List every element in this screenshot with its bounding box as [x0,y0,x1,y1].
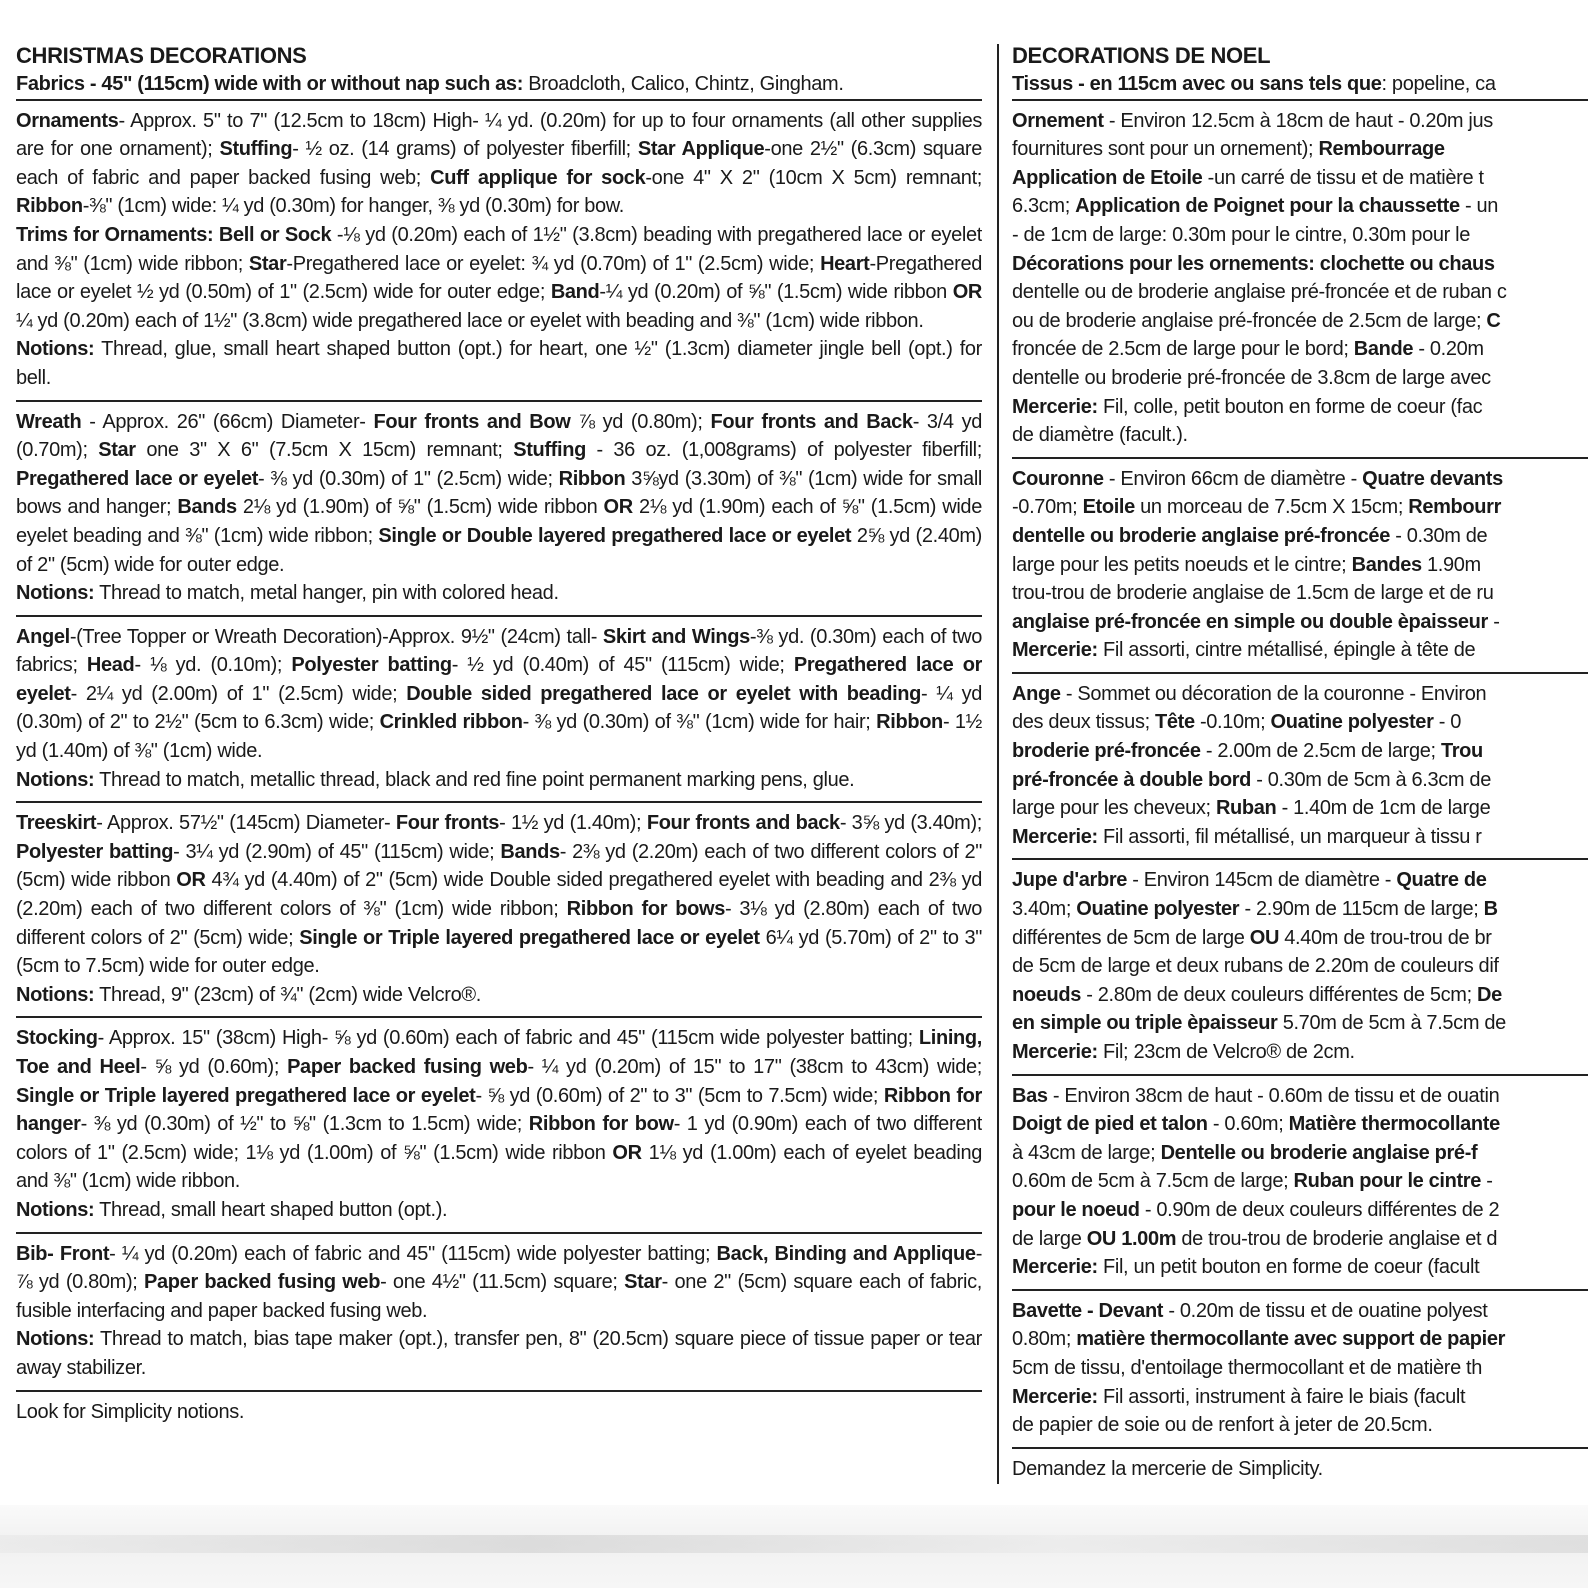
body-text: -⅜ yd. (0.30m) each of two fabrics; [16,625,982,677]
bold-label: Treeskirt [16,812,97,835]
body-text: - 1½ yd (1.40m) of ⅜" (1cm) wide. [16,711,982,763]
paragraph-line [1012,866,1588,895]
bold-label: Paper backed fusing web [144,1271,381,1294]
bold-label: Dentelle ou broderie anglaise pré-f [1160,1141,1478,1164]
bold-label: Skirt and Wings [602,625,750,648]
bold-label: Notions: [16,983,95,1006]
bold-label: Pregathered lace or eyelet [16,654,982,705]
body-text: -⅛ yd (0.20m) each of 1½" (3.8cm) beading with pregathered lace or eyelet and ⅜" (1cm) wide ribbon; [16,223,982,275]
envelope-fold-edge [0,1505,1588,1588]
body-text: fournitures sont pour un ornement); [1012,138,1319,161]
paragraph-line [16,1325,982,1382]
bold-label: Tête [1155,711,1195,734]
bold-label: Back, Binding and Applique [716,1242,976,1265]
body-text: de large [1012,1227,1087,1250]
body-text: -0.70m; [1012,496,1083,519]
bold-label: Mercerie: [1012,639,1098,662]
body-text: des deux tissus; [1012,711,1156,734]
body-text: - ¼ yd (0.20m) of 15" to 17" (38cm to 43cm) wide; [527,1056,982,1078]
body-text: - ½ oz. (14 grams) of polyester fiberfill; [292,138,638,161]
section-treeskirt [16,801,982,1016]
body-text: large pour les petits noeuds et le cintre; [1012,553,1352,576]
body-text: - ⅜ yd (0.30m) of ⅜" (1cm) wide for hair; [522,711,877,734]
body-text: de 5cm de large et deux rubans de 2.20m de couleurs dif [1012,955,1499,978]
body-text: - 3/4 yd (0.70m); [16,410,982,462]
bold-label: Mercerie: [1012,395,1098,418]
body-text: - 0 [1433,711,1462,734]
bold-label: C [1486,309,1501,332]
body-text: ou de broderie anglaise pré-froncée de 2.5cm de large; [1012,309,1487,332]
body-text: 1⅛ yd (1.00m) each of eyelet beading and ⅜" (1cm) wide ribbon. [16,1141,982,1193]
bold-label: Ornement [1012,109,1104,132]
body-text: 3.40m; [1012,898,1077,921]
paragraph-line [1012,1167,1588,1196]
bold-label: OU [1249,926,1280,949]
paragraph-line [16,1240,982,1326]
paragraph-line [16,107,982,221]
body-text: - one 4½" (11.5cm) square; [380,1271,625,1294]
body-text: froncée de 2.5cm de large pour le bord; [1012,338,1354,361]
section-stocking [16,1016,982,1231]
body-text: Fil assorti, cintre métallisé, épingle à tête de [1097,639,1476,662]
body-text: - 2⅜ yd (2.20m) each of two different colors of 2" (5cm) wide ribbon [16,840,982,892]
body-text: Thread, small heart shaped button (opt.). [94,1198,448,1221]
bold-label: Paper backed fusing web [287,1056,528,1078]
paragraph-line [1012,135,1588,164]
body-text: de papier de soie ou de renfort à jeter de 20.5cm. [1012,1414,1433,1437]
body-text: 5cm de tissu, d'entoilage thermocollant et de matière th [1012,1356,1483,1379]
bold-label: Bas [1012,1084,1048,1107]
bold-label: Matière thermocollante [1288,1113,1500,1136]
paragraph-line [1012,579,1588,608]
body-text: - 1½ yd (1.40m); [499,812,647,835]
bold-label: Application de Poignet pour la chaussette [1075,195,1460,218]
french-column [1012,42,1588,1482]
bold-label: matière thermocollante avec support de papier [1076,1328,1506,1351]
paragraph-line [1012,1110,1588,1139]
body-text: -0.10m; [1194,711,1271,734]
section-bib [16,1232,982,1390]
paragraph-line [16,623,982,766]
paragraph-line [16,221,982,335]
bold-label: Mercerie: [1012,1385,1098,1408]
body-text: - 3⅝ yd (3.40m); [839,812,982,835]
bold-label: Polyester batting [16,840,174,863]
body-text: 0.80m; [1012,1328,1077,1351]
section-bavette [1012,1289,1588,1447]
bold-label: Wreath [16,410,82,433]
paragraph-line [1012,421,1588,450]
paragraph-line [1012,1411,1588,1440]
bold-label: Pregathered lace or eyelet [16,467,259,490]
bold-label: Single or Triple layered pregathered lace or eyelet [16,1084,476,1107]
bold-label: broderie pré-froncée [1012,740,1201,763]
bold-label: Single or Double layered pregathered lace or eyelet [378,524,852,547]
body-text: - ⅛ yd. (0.10m); [134,654,292,677]
section-ornaments [16,99,982,400]
bold-label: Ribbon for hanger [16,1084,982,1136]
body-text: -¼ yd (0.20m) of ⅝" (1.5cm) wide ribbon [599,281,953,304]
body-text: de diamètre (facult.). [1012,424,1188,447]
body-text: 4¾ yd (4.40m) of 2" (5cm) wide Double sided pregathered eyelet with beading and 2⅜ yd (2.20m) each of two different colors of ⅜" (1cm) wide ribbon; [16,869,982,921]
paragraph-line [16,1024,982,1196]
bold-label: Bib- Front [16,1242,110,1265]
paragraph-line [1012,364,1588,393]
body-text: 0.60m de 5cm à 7.5cm de large; [1012,1170,1294,1193]
body-text: - ⅝ yd (0.60m) of 2" to 3" (5cm to 7.5cm) wide; [475,1084,884,1107]
bold-label: Notions: [16,768,95,791]
bold-label: Star [624,1271,662,1294]
body-text: - 0.20m [1413,338,1484,361]
body-text: - 0.20m de tissu et de ouatine polyest [1163,1299,1488,1322]
bold-label: Stuffing [219,138,293,161]
body-text: - de 1cm de large: 0.30m pour le cintre, 0.30m pour le [1012,223,1471,246]
paragraph-line [1012,608,1588,637]
bold-label: OR [612,1141,642,1164]
body-text: Fil; 23cm de Velcro® de 2cm. [1097,1041,1355,1063]
paragraph-line [1012,823,1588,852]
bold-label: Single or Triple layered pregathered lace or eyelet [299,926,760,949]
bold-label: Bands [500,840,560,863]
paragraph-line [1012,794,1588,823]
bold-label: Application de Etoile [1012,166,1203,189]
body-text: - 2¼ yd (2.00m) of 1" (2.5cm) wide; [70,682,407,705]
bold-label: Rembourr [1408,496,1502,519]
bold-label: OR [176,869,206,892]
bold-label: Crinkled ribbon [379,711,523,734]
bold-label: Heart [820,252,870,275]
body-text: - un [1459,195,1499,218]
body-text: 1.90m [1421,553,1481,576]
body-text: 3⅝yd (3.30m) of ⅜" (1cm) wide for small bows and hanger; [16,467,982,519]
body-text: Thread to match, metal hanger, pin with colored head. [94,582,559,605]
body-text: Fil assorti, instrument à faire le biais (facult [1097,1385,1466,1408]
paragraph-line [1012,307,1588,336]
body-text: Thread, glue, small heart shaped button (opt.) for heart, one ½" (1.3cm) diameter jingle bell (opt.) for bell. [16,338,982,389]
paragraph-line [1012,895,1588,924]
bold-label: Couronne [1012,467,1104,490]
bold-label: Ouatine polyester [1076,898,1240,921]
body-text: -one 4" X 2" (10cm X 5cm) remnant; [645,166,982,189]
bold-label: Bandes [1351,553,1422,576]
body-text: 6¼ yd (5.70m) of 2" to 3" (5cm to 7.5cm) wide for outer edge. [16,926,982,978]
section-bas [1012,1074,1588,1289]
body-text: - Approx. 26" (66cm) Diameter- [81,410,374,433]
bold-label: Head [86,654,135,677]
body-text: - 1 yd (0.90m) each of two different colors of 1" (2.5cm) wide; 1⅛ yd (1.00m) of ⅝" (1.5cm) wide ribbon [16,1113,982,1164]
section-ornement [1012,99,1588,457]
body-text: - 2.00m de 2.5cm de large; [1200,740,1441,763]
body-text: Thread to match, bias tape maker (opt.), transfer pen, 8" (20.5cm) square piece of tissue paper or tear away stabilizer. [16,1328,982,1379]
english-fabrics: Fabrics - 45" (115cm) wide with or without nap such as: Broadcloth, Calico, Chintz, Gingham. [16,73,844,95]
body-text: 5.70m de 5cm à 7.5cm de [1277,1012,1506,1035]
paragraph-line [1012,278,1588,307]
bold-label: Ornaments [16,109,119,132]
bold-label: Trou [1440,740,1483,763]
paragraph-line [1012,924,1588,953]
bold-label: Décorations pour les ornements: clochette ou chaus [1012,252,1495,275]
paragraph-line [1012,192,1588,221]
bold-label: OR [603,496,633,519]
bold-label: pour le noeud [1012,1198,1140,1221]
english-column [16,42,982,1482]
paragraph-line [1012,522,1588,551]
body-text: -(Tree Topper or Wreath Decoration)-Approx. 9½" (24cm) tall- [69,625,603,648]
bold-label: Ange [1012,682,1061,705]
body-text: ¼ yd (0.20m) each of 1½" (3.8cm) wide pregathered lace or eyelet with beading and ⅜" (1cm) wide ribbon. [16,309,924,332]
paragraph-line [16,1196,982,1225]
paragraph-line [1012,981,1588,1010]
french-title: DECORATIONS DE NOEL [1012,43,1271,68]
bold-label: Ouatine polyester [1270,711,1434,734]
bold-label: Mercerie: [1012,825,1098,848]
bold-label: Notions: [16,1328,95,1351]
body-text: - ⅝ yd (0.60m); [140,1056,288,1078]
body-text: ⅞ yd (0.80m); [570,410,711,433]
bold-label: dentelle ou broderie anglaise pré-froncée [1012,524,1390,547]
bold-label: De [1477,983,1502,1006]
bold-label: Ruban [1215,797,1277,820]
body-text: dentelle ou broderie pré-froncée de 3.8cm de large avec [1012,366,1491,389]
bold-label: Cuff applique for sock [430,166,646,189]
section-wreath [16,400,982,615]
body-text: - Approx. 5" to 7" (12.5cm to 18cm) High- ¼ yd. (0.20m) for up to four ornaments (all other supplies are for one ornament); [16,109,982,161]
french-fabrics: Tissus - en 115cm avec ou sans tels que: popeline, ca [1012,73,1496,95]
french-footer: Demandez la mercerie de Simplicity. [1012,1447,1588,1482]
section-ange [1012,672,1588,859]
body-text: - ⅜ yd (0.30m) of 1" (2.5cm) wide; [258,467,559,490]
bold-label: Bands [177,496,237,519]
body-text: 2⅝ yd (2.40m) of 2" (5cm) wide for outer edge. [16,524,982,576]
bold-label: Stuffing [513,439,586,462]
body-text: - 1.40m de 1cm de large [1276,797,1491,820]
french-header [1012,42,1588,99]
body-text: - 2.90m de 115cm de large; [1239,898,1484,921]
bold-label: Double sided pregathered lace or eyelet with beading [406,682,922,705]
body-text: Fil, un petit bouton en forme de coeur (facult [1097,1256,1480,1279]
bold-label: Quatre de [1396,869,1487,892]
body-text: - ¼ yd (0.30m) of 2" to 2½" (5cm to 6.3cm) wide; [16,682,982,734]
body-text: - 3¼ yd (2.90m) of 45" (115cm) wide; [173,840,501,863]
body-text: - Environ 12.5cm à 18cm de haut - 0.20m jus [1103,109,1493,132]
body-text: - 2.80m de deux couleurs différentes de 5cm; [1081,983,1477,1006]
body-text: - Environ 145cm de diamètre - [1127,869,1397,892]
body-text: - 36 oz. (1,008grams) of polyester fiberfill; [585,439,982,462]
bold-label: Bavette - Devant [1012,1299,1164,1322]
paragraph-line [1012,766,1588,795]
bold-label: Jupe d'arbre [1012,869,1128,892]
paragraph-line [1012,708,1588,737]
body-text: - 3⅛ yd (2.80m) each of two different colors of 2" (5cm) wide; [16,898,982,949]
bold-label: Four fronts and Bow [373,410,571,433]
body-text: 2⅛ yd (1.90m) of ⅝" (1.5cm) wide ribbon [236,496,604,519]
body-text: - ½ yd (0.40m) of 45" (115cm) wide; [451,654,794,677]
paragraph-line [1012,1383,1588,1412]
english-title: CHRISTMAS DECORATIONS [16,43,307,68]
bold-label: Bande [1353,338,1414,361]
body-text: un morceau de 7.5cm X 15cm; [1134,496,1409,519]
paragraph-line [1012,1253,1588,1282]
bold-label: OR [952,281,982,304]
paragraph-line [16,408,982,580]
bold-label: Star Applique [637,138,765,161]
body-text: 6.3cm; [1012,195,1076,218]
body-text: Fil assorti, fil métallisé, un marqueur à tissu r [1097,825,1482,848]
bold-label: B [1483,898,1498,921]
paragraph-line [16,335,982,392]
paragraph-line [1012,335,1588,364]
paragraph-line [16,579,982,608]
bold-label: anglaise pré-froncée en simple ou double èpaisseur [1012,610,1488,633]
bold-label: Ribbon [876,711,943,734]
paragraph-line [1012,1139,1588,1168]
bold-label: noeuds [1012,983,1082,1006]
paragraph-line [1012,107,1588,136]
paragraph-line [1012,1009,1588,1038]
bold-label: Star [98,439,136,462]
body-text: trou-trou de broderie anglaise de 1.5cm de large et de ru [1012,582,1494,605]
bold-label: Stocking [16,1027,98,1050]
body-text: - one 2" (5cm) square each of fabric, fusible interfacing and paper backed fusing web. [16,1271,982,1322]
paragraph-line [1012,1297,1588,1326]
paragraph-line [1012,1082,1588,1111]
body-text: - Environ 66cm de diamètre - [1103,467,1363,490]
bold-label: Ribbon [558,467,626,490]
body-text: - 0.60m; [1207,1113,1289,1136]
paragraph-line [1012,680,1588,709]
paragraph-line [1012,465,1588,494]
body-text: - Approx. 57½" (145cm) Diameter- [96,812,396,835]
bold-label: Quatre devants [1362,467,1503,490]
paragraph-line [1012,250,1588,279]
paragraph-line [1012,1325,1588,1354]
body-text: -one 2½" (6.3cm) square each of fabric and paper backed fusing web; [16,138,982,189]
body-text: large pour les cheveux; [1012,797,1216,820]
body-text: - [1487,610,1500,633]
paragraph-line [16,766,982,795]
body-text: Thread to match, metallic thread, black and red fine point permanent marking pens, glue. [94,768,855,791]
bold-label: Trims for Ornaments: Bell or Sock [16,223,332,246]
paragraph-line [1012,636,1588,665]
body-text: - 0.30m de [1389,524,1488,547]
bold-label: Ribbon for bows [566,898,725,921]
body-text: -Pregathered lace or eyelet: ¾ yd (0.70m) of 1" (2.5cm) wide; [286,252,821,275]
body-text: - 0.30m de 5cm à 6.3cm de [1251,768,1491,791]
bold-label: Notions: [16,338,95,361]
body-text: différentes de 5cm de large [1012,926,1250,949]
paragraph-line [1012,1354,1588,1383]
english-footer: Look for Simplicity notions. [16,1390,982,1427]
bold-label: en simple ou triple èpaisseur [1012,1012,1278,1035]
paragraph-line [1012,393,1588,422]
bold-label: OU 1.00m [1086,1227,1177,1250]
paragraph-line [1012,221,1588,250]
bold-label: Angel [16,625,70,648]
column-divider [997,44,999,1484]
paragraph-line [1012,551,1588,580]
bold-label: Band [550,281,600,304]
body-text: - ⅜ yd (0.30m) of ½" to ⅝" (1.3cm to 1.5cm) wide; [80,1113,529,1136]
bold-label: Notions: [16,582,95,605]
body-text: one 3" X 6" (7.5cm X 15cm) remnant; [135,439,514,462]
bold-label: Notions: [16,1198,95,1221]
paragraph-line [1012,1225,1588,1254]
section-couronne [1012,457,1588,672]
paragraph-line [1012,1038,1588,1067]
section-angel [16,615,982,802]
body-text: -un carré de tissu et de matière t [1202,166,1484,189]
bold-label: Ribbon for bow [528,1113,674,1136]
bold-label: Four fronts and back [646,812,840,835]
bold-label: Star [248,252,287,275]
body-text: -⅜" (1cm) wide: ¼ yd (0.30m) for hanger, ⅜ yd (0.30m) for bow. [82,195,624,218]
body-text: - Approx. 15" (38cm) High- ⅝ yd (0.60m) each of fabric and 45" (115cm wide polyester batting; [97,1027,919,1050]
body-text: à 43cm de large; [1012,1141,1161,1164]
bold-label: Mercerie: [1012,1041,1098,1063]
paragraph-line [1012,1196,1588,1225]
bold-label: Mercerie: [1012,1256,1098,1279]
paragraph-line [1012,737,1588,766]
bold-label: Lining, Toe and Heel [16,1027,982,1078]
english-header [16,42,982,99]
body-text: - Environ 38cm de haut - 0.60m de tissu et de ouatin [1047,1084,1500,1107]
paragraph-line [16,981,982,1010]
bold-label: pré-froncée à double bord [1012,768,1252,791]
body-text: 2⅛ yd (1.90m) each of ⅝" (1.5cm) wide eyelet beading and ⅜" (1cm) wide ribbon; [16,496,982,547]
section-jupe [1012,858,1588,1073]
bold-label: Doigt de pied et talon [1012,1113,1208,1136]
paragraph-line [1012,952,1588,981]
body-text: - ¼ yd (0.20m) each of fabric and 45" (115cm) wide polyester batting; [109,1242,717,1265]
body-text: Fil, colle, petit bouton en forme de coeur (fac [1097,395,1483,418]
paragraph-line [16,809,982,981]
body-text: 4.40m de trou-trou de br [1279,926,1492,949]
bold-label: Rembourrage [1318,138,1445,161]
body-text: -Pregathered lace or eyelet ½ yd (0.50m) of 1" (2.5cm) wide for outer edge; [16,252,982,304]
body-text: de trou-trou de broderie anglaise et d [1176,1227,1498,1250]
body-text: - Sommet ou décoration de la couronne - Environ [1060,682,1487,705]
bold-label: Etoile [1082,496,1135,519]
body-text: - 0.90m de deux couleurs différentes de 2 [1139,1198,1500,1221]
paragraph-line [1012,493,1588,522]
body-text: - ⅞ yd (0.80m); [16,1242,982,1294]
bold-label: Four fronts and Back [710,410,913,433]
body-text: dentelle ou de broderie anglaise pré-froncée et de ruban c [1012,281,1507,304]
bold-label: Ruban pour le cintre [1293,1170,1481,1193]
bold-label: Ribbon [16,195,83,218]
bold-label: Four fronts [395,812,500,835]
body-text: Thread, 9" (23cm) of ¾" (2cm) wide Velcro®. [94,983,481,1006]
bold-label: Polyester batting [291,654,452,677]
paragraph-line [1012,164,1588,193]
body-text: - [1481,1170,1493,1193]
